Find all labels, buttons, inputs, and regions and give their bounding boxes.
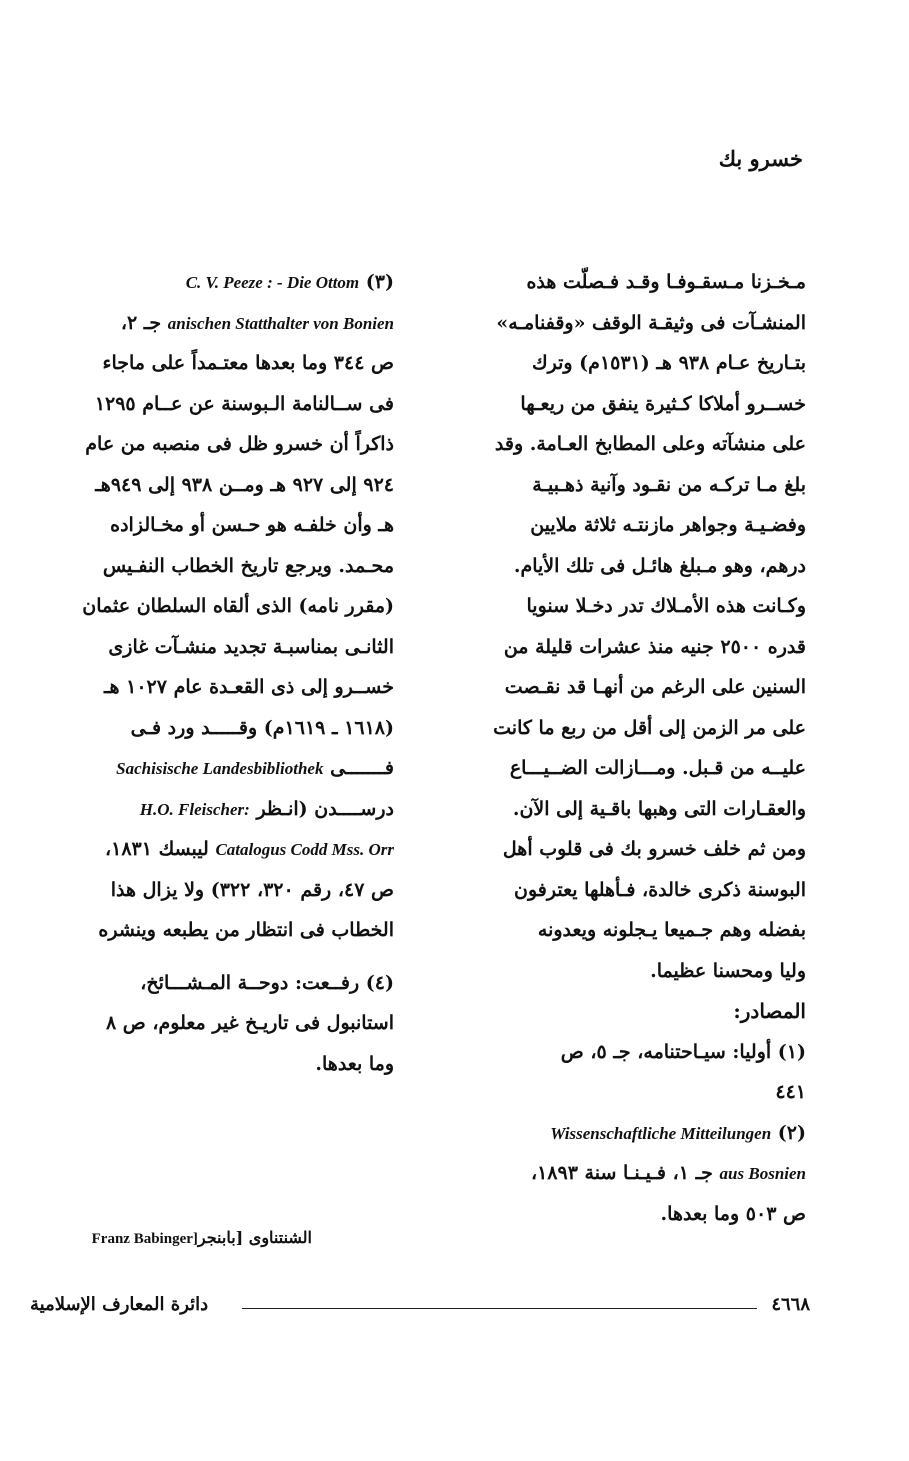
- left-column: [37, 262, 394, 1084]
- text-line: ص ٤٧، رقم ٣٢٠، ٣٢٢) ولا يزال هذا: [110, 878, 394, 901]
- article-author: [40, 1228, 312, 1248]
- text-line: خســرو إلى ذى القعـدة عام ١٠٢٧ هـ: [103, 676, 394, 698]
- note-3-line: [37, 829, 394, 870]
- text-line: الخطاب فى انتظار من يطبعه وينشره: [98, 919, 394, 941]
- note-number: (٣): [365, 271, 394, 293]
- text-line: البوسنة ذكرى خالدة، فـأهلها يعترفون: [514, 878, 806, 901]
- source-1-line: (١) أوليا: سيـاحتنامه، جـ ٥، ص: [560, 1040, 806, 1063]
- text-line: استانبول فى تاريـخ غير معلوم، ص ٨: [105, 1012, 394, 1034]
- latin-title: Wissenschaftliche Mitteilungen: [550, 1123, 772, 1143]
- text-line: ذاكراً أن خسرو ظل فى منصبه من عام: [85, 433, 394, 455]
- citation-text: ليبسك ١٨٣١،: [105, 838, 209, 860]
- text-line: بفضله وهم جـميعا يـجلونه ويعدونه: [537, 919, 806, 941]
- text-line: قدره ٢٥٠٠ جنيه منذ عشرات قليلة من: [503, 635, 806, 658]
- text-line: على منشآته وعلى المطابخ العـامة. وقد: [494, 433, 806, 455]
- text-line: بتـاريخ عـام ٩٣٨ هـ (١٥٣١م) وترك: [531, 352, 806, 374]
- page-number: ٤٦٦٨: [771, 1294, 810, 1315]
- source-2-line: ص ٥٠٣ وما بعدها.: [660, 1202, 806, 1225]
- text-line: الثانـى بمناسبـة تجديد منشـآت غازى: [108, 635, 394, 658]
- source-2-line: [446, 1153, 806, 1194]
- citation-text: فـــــــى: [330, 757, 394, 779]
- text-line: بلغ مـا تركـه من نقـود وآنية ذهـبيـة: [532, 473, 806, 496]
- citation-text: جـ ١، فـيـنـا سنة ١٨٩٣،: [530, 1162, 713, 1184]
- text-line: السنين على الرغم من أنهـا قد نقـصت: [504, 676, 806, 698]
- sources-heading: المصادر:: [733, 999, 806, 1023]
- text-line: (٤) رفــعت: دوحــة المـشـــائخ،: [140, 971, 394, 994]
- text-line: خســرو أملاكا كـثيرة ينفق من ريعـها: [520, 392, 806, 415]
- text-line: هـ وأن خلفـه هو حـسن أو مخـالزاده: [110, 514, 394, 536]
- text-line: والعقـارات التى وهبها باقـية إلى الآن.: [512, 797, 806, 820]
- text-line: ص ٣٤٤ وما بعدها معتـمداً على ماجاء: [102, 352, 394, 374]
- text-line: على مر الزمن إلى أقل من ربع ما كانت: [493, 716, 806, 739]
- author-arabic: الشنتناوى [بابنجر: [197, 1228, 312, 1247]
- text-line: المنشـآت فى وثيقـة الوقف «وقفنامـه»: [496, 311, 806, 334]
- citation-text: درســــدن (انـظر: [256, 797, 394, 820]
- text-line: مـخـزنا مـسقـوفـا وقـد فـصلّت هذه: [526, 271, 806, 293]
- note-3-line: [37, 748, 394, 789]
- citation-text: جـ ٢،: [120, 311, 162, 334]
- right-column: [446, 262, 806, 1234]
- note-number: (٢): [777, 1121, 806, 1144]
- text-line: وكـانت هذه الأمـلاك تدر دخـلا سنويا: [526, 595, 806, 617]
- latin-title: aus Bosnien: [719, 1164, 806, 1183]
- text-line: وفضـيـة وجواهر مازنتـه ثلاثة ملايين: [530, 514, 806, 536]
- note-3-line: [37, 262, 394, 303]
- text-line: (١٦١٨ ـ ١٦١٩م) وقـــــد ورد فـى: [130, 716, 394, 739]
- text-line: (مقرر نامه) الذى ألقاه السلطان عثمان: [82, 595, 394, 617]
- page-footer: [30, 1292, 810, 1322]
- latin-title: anischen Statthalter von Bonien: [167, 313, 394, 333]
- running-head: خسرو بك: [718, 146, 803, 171]
- latin-title: Sachisische Landesbibliothek: [116, 759, 324, 778]
- text-line: وليا ومحسنا عظيما.: [650, 959, 806, 982]
- latin-title: C. V. Peeze : - Die Ottom: [185, 273, 360, 292]
- note-3-line: [37, 789, 394, 830]
- text-line: درهم، وهو مـبلغ هائـل فى تلك الأيام.: [513, 554, 806, 577]
- footer-title: دائرة المعارف الإسلامية: [30, 1294, 209, 1315]
- latin-title: Catalogus Codd Mss. Orr: [215, 840, 394, 859]
- text-line: محـمد. ويرجع تاريخ الخطاب النفـيس: [102, 554, 394, 577]
- note-gap: [37, 951, 394, 963]
- source-1-page: ٤٤١: [775, 1081, 806, 1103]
- footer-rule: [242, 1308, 757, 1309]
- text-line: ٩٢٤ إلى ٩٢٧ هـ ومــن ٩٣٨ إلى ٩٤٩هـ: [95, 473, 394, 496]
- text-line: ومن ثم خلف خسرو بك فى قلوب أهل: [502, 838, 806, 860]
- note-3-line: [37, 303, 394, 344]
- text-line: وما بعدها.: [315, 1052, 394, 1075]
- source-2-line: [446, 1113, 806, 1154]
- text-line: فى ســالنامة الـبوسنة عن عــام ١٢٩٥: [94, 392, 394, 415]
- latin-title: H.O. Fleischer:: [139, 799, 250, 819]
- author-latin: Franz Babinger]: [91, 1231, 198, 1247]
- text-line: عليــه من قـبل. ومـــازالت الضــيـــاع: [509, 757, 806, 779]
